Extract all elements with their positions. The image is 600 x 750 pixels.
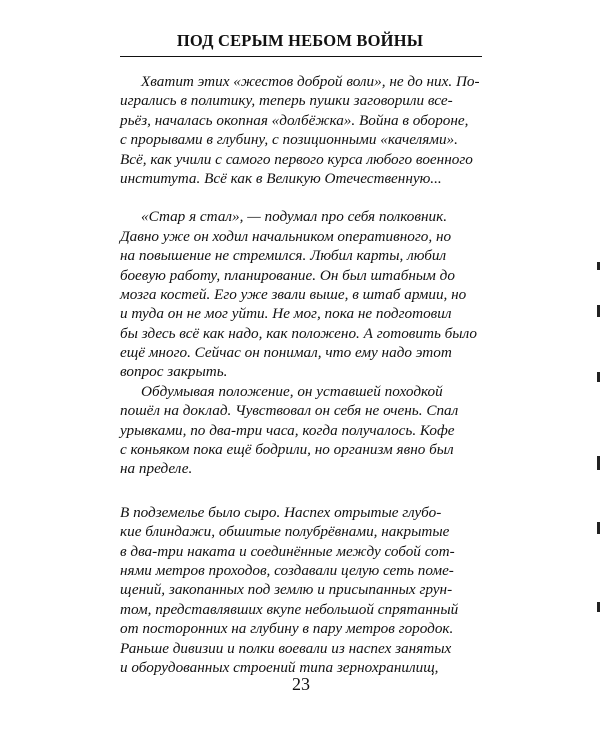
text-line: Давно уже он ходил начальником оперативного, но [120, 227, 452, 245]
text-line: кие блиндажи, обшитые полубрёвнами, накрытые [120, 523, 450, 541]
text-line: Хватит этих «жестов доброй воли», не до них. По- [141, 73, 480, 90]
text-line: Всё, как учили с самого первого курса любого военного [120, 150, 473, 168]
paragraph-4 [120, 503, 482, 678]
text-line: щений, закопанных под землю и присыпанных грун- [120, 581, 453, 599]
text-line: вопрос закрыть. [120, 363, 228, 381]
paragraph-spacer [120, 479, 482, 503]
text-line: ещё много. Сейчас он понимал, что ему надо этот [120, 344, 452, 362]
text-line: урывками, по два-три часа, когда получалось. Кофе [120, 421, 455, 439]
text-line: на пределе. [120, 460, 193, 478]
page-number: 23 [292, 674, 310, 694]
text-line: рьёз, началась окопная «долбёжка». Война в обороне, [120, 111, 469, 129]
paragraph-2 [120, 207, 482, 382]
body-text [120, 72, 482, 677]
text-line: «Стар я стал», — подумал про себя полковник. [141, 208, 448, 226]
paragraph-spacer [120, 188, 482, 207]
text-line: В подземелье было сыро. Наспех отрытые глубо- [120, 503, 442, 521]
text-line: Обдумывая положение, он уставшей походкой [141, 382, 443, 400]
paragraph-1 [120, 72, 482, 188]
text-line: пошёл на доклад. Чувствовал он себя не очень. Спал [120, 402, 459, 420]
text-line: нями метров проходов, создавали целую сеть поме- [120, 561, 454, 579]
running-head: ПОД СЕРЫМ НЕБОМ ВОЙНЫ [176, 31, 424, 50]
text-line: на повышение не стремился. Любил карты, любил [120, 247, 447, 265]
text-line: в два-три наката и соединённые между собой сот- [120, 542, 455, 560]
text-line: том, представлявших вкупе небольшой спрятанный [120, 600, 459, 618]
text-line: с прорывами в глубину, с позиционными «качелями». [120, 131, 458, 149]
paragraph-3 [120, 382, 482, 479]
text-line: от посторонних на глубину в пару метров городок. [120, 620, 454, 638]
text-line: и туда он не мог уйти. Не мог, пока не подготовил [120, 305, 452, 323]
text-line: игрались в политику, теперь пушки заговорили все- [120, 92, 453, 110]
text-line: и оборудованных строений типа зернохранилищ, [120, 658, 439, 676]
header-rule [120, 56, 482, 57]
text-line: института. Всё как в Великую Отечественную... [120, 169, 442, 187]
text-line: мозга костей. Его уже звали выше, в штаб армии, но [120, 285, 467, 303]
text-line: с коньяком пока ещё бодрили, но организм явно был [120, 441, 454, 459]
text-line: боевую работу, планирование. Он был штабным до [120, 266, 455, 284]
text-line: бы здесь всё как надо, как положено. А готовить было [120, 324, 477, 342]
text-line: Раньше дивизии и полки воевали из наспех занятых [120, 639, 452, 657]
